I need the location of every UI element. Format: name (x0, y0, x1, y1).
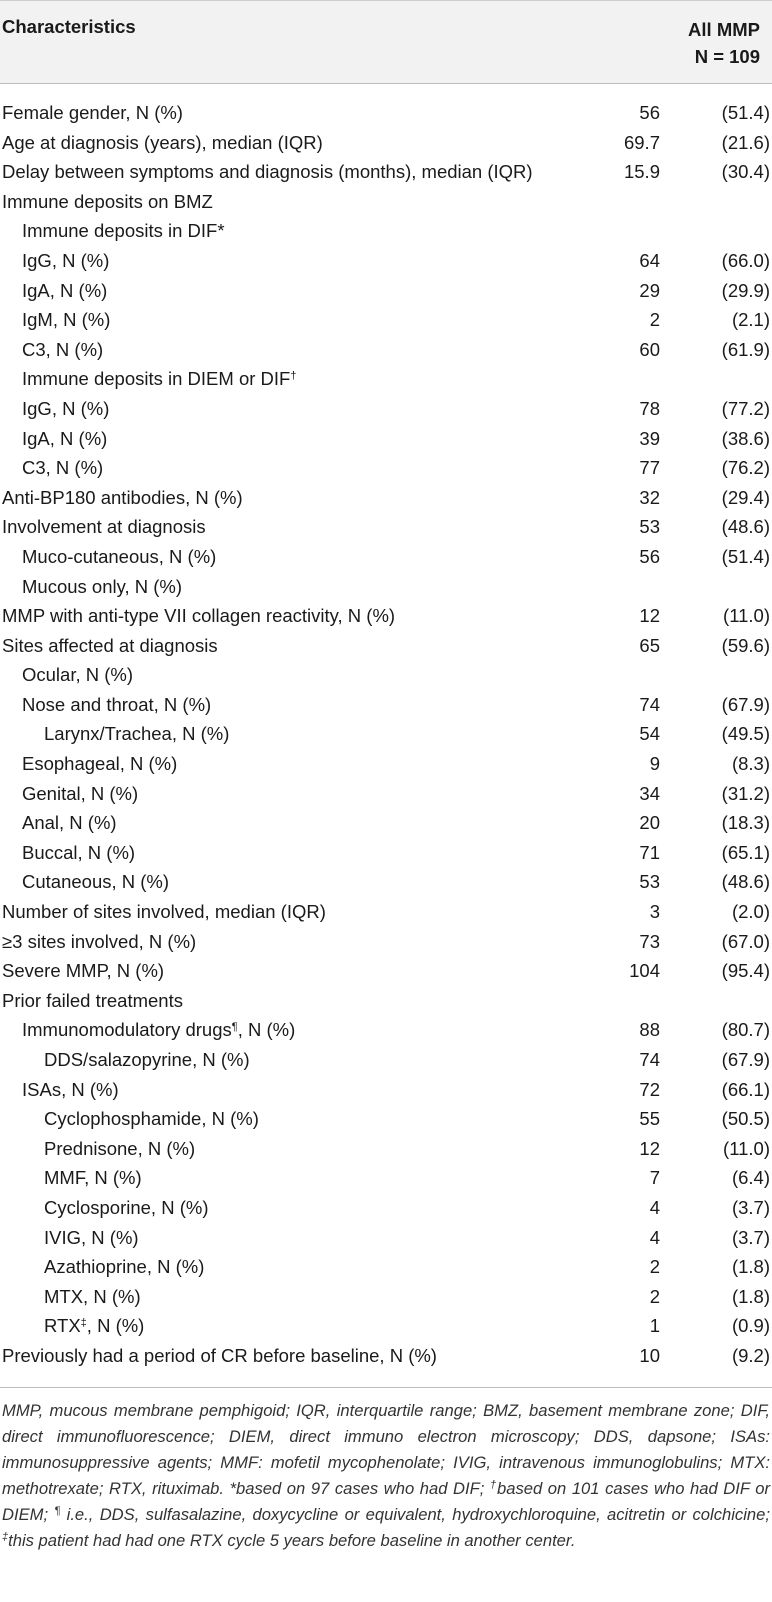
row-count: 3 (649, 901, 660, 923)
row-count: 2 (649, 1285, 660, 1307)
row-label (22, 808, 117, 838)
footnote-double-dagger: ‡ (2, 1530, 9, 1543)
header-col-title: All MMP (688, 19, 760, 40)
table-row (0, 364, 772, 394)
row-count: 34 (639, 782, 660, 804)
row-count: 88 (639, 1019, 660, 1041)
row-count: 2 (649, 309, 660, 331)
table-footnote (0, 1388, 772, 1554)
row-label-text: Mucous only, N (%) (22, 575, 183, 597)
row-label-superscript: † (290, 370, 297, 383)
row-label (2, 157, 533, 187)
row-label-text: Prednisone, N (%) (44, 1137, 196, 1159)
row-label-text: IVIG, N (%) (44, 1226, 139, 1248)
table-row (0, 512, 772, 542)
table-row (0, 1252, 772, 1282)
row-label (44, 1134, 195, 1164)
row-label (22, 838, 135, 868)
row-label (2, 986, 183, 1016)
row-percent: (2.0) (731, 901, 770, 923)
table-row (0, 157, 772, 187)
row-count: 55 (639, 1108, 660, 1130)
table-row (0, 1134, 772, 1164)
table-row (0, 690, 772, 720)
table-row (0, 897, 772, 927)
row-count: 64 (639, 249, 660, 271)
table-row (0, 276, 772, 306)
row-count: 10 (639, 1344, 660, 1366)
row-count: 54 (639, 723, 660, 745)
row-label-text: DDS/salazopyrine, N (%) (44, 1049, 250, 1070)
row-percent: (9.2) (731, 1344, 770, 1366)
row-count: 74 (639, 693, 660, 715)
row-percent: (59.6) (721, 634, 770, 656)
table-row (0, 779, 772, 809)
table-row (0, 1193, 772, 1223)
row-label (22, 572, 182, 602)
row-percent: (31.2) (721, 782, 770, 804)
row-label (22, 246, 109, 276)
table-row (0, 956, 772, 986)
header-col-n: N = 109 (694, 46, 760, 67)
row-label-text: IgG, N (%) (22, 249, 110, 271)
row-label-text: IgA, N (%) (22, 279, 108, 301)
table-row (0, 216, 772, 246)
row-percent: (61.9) (721, 338, 770, 360)
row-label-superscript: ¶ (231, 1021, 238, 1034)
row-percent: (11.0) (723, 605, 770, 627)
table-row (0, 483, 772, 513)
row-label-text: MMF, N (%) (44, 1167, 142, 1189)
row-label (22, 364, 296, 394)
row-label-text: Severe MMP, N (%) (2, 960, 165, 982)
row-label (44, 1311, 144, 1341)
row-label-text: C3, N (%) (22, 457, 104, 479)
table-row (0, 838, 772, 868)
row-count: 12 (639, 605, 660, 627)
row-percent: (77.2) (721, 397, 770, 419)
row-label-text: Ocular, N (%) (22, 664, 134, 686)
table-row (0, 1341, 772, 1371)
row-percent: (1.8) (731, 1285, 770, 1307)
row-label (2, 927, 196, 957)
row-percent: (80.7) (721, 1019, 770, 1041)
row-label (2, 897, 326, 927)
table-row (0, 1015, 772, 1045)
row-count: 104 (629, 960, 660, 982)
row-label (22, 335, 103, 365)
row-label (22, 394, 109, 424)
table-row (0, 246, 772, 276)
row-label-text: Cutaneous, N (%) (22, 871, 170, 893)
row-label (2, 631, 218, 661)
row-percent: (29.9) (721, 279, 770, 301)
row-count: 56 (639, 102, 660, 123)
row-label-text: Esophageal, N (%) (22, 753, 178, 775)
row-label-text: Female gender, N (%) (2, 102, 183, 123)
row-count: 20 (639, 812, 660, 834)
row-percent: (30.4) (721, 161, 770, 183)
row-label (2, 187, 213, 217)
row-label (2, 1341, 437, 1371)
row-percent: (48.6) (721, 871, 770, 893)
table-row (0, 1311, 772, 1341)
row-percent: (67.9) (721, 1049, 770, 1070)
footnote-part2: based on 101 cases who had DIF or DIEM; (2, 1478, 770, 1524)
row-label-text: C3, N (%) (22, 338, 104, 360)
row-count: 32 (639, 486, 660, 508)
row-label-text: Immune deposits in DIF* (22, 220, 225, 242)
row-percent: (21.6) (721, 131, 770, 153)
table-row (0, 1075, 772, 1105)
row-percent: (66.1) (721, 1078, 770, 1100)
table-row (0, 572, 772, 602)
row-label-suffix: , N (%) (237, 1019, 296, 1041)
row-percent: (3.7) (731, 1226, 770, 1248)
row-percent: (51.4) (721, 102, 770, 123)
row-label (22, 542, 216, 572)
row-percent: (48.6) (721, 516, 770, 538)
table-row (0, 1045, 772, 1075)
row-label (22, 276, 107, 306)
row-percent: (2.1) (731, 309, 770, 331)
row-label (2, 128, 323, 158)
row-label-text: IgA, N (%) (22, 427, 108, 449)
row-label (2, 98, 183, 128)
row-label-text: Cyclosporine, N (%) (44, 1196, 209, 1218)
table-row (0, 128, 772, 158)
row-label (22, 216, 225, 246)
footnote-dagger: † (489, 1478, 498, 1491)
row-label (22, 1015, 295, 1045)
row-percent: (1.8) (731, 1256, 770, 1278)
row-label (44, 1223, 139, 1253)
row-label-text: Larynx/Trachea, N (%) (44, 723, 230, 745)
row-label-text: Cyclophosphamide, N (%) (44, 1108, 259, 1130)
row-label-text: Involvement at diagnosis (2, 516, 206, 538)
row-count: 53 (639, 871, 660, 893)
row-label (22, 779, 138, 809)
row-label-text: MTX, N (%) (44, 1285, 141, 1307)
row-count: 2 (649, 1256, 660, 1278)
footnote-part4: this patient had had one RTX cycle 5 years before baseline in another center. (8, 1530, 576, 1550)
header-column (600, 16, 760, 70)
row-count: 4 (649, 1196, 660, 1218)
row-label-text: Genital, N (%) (22, 782, 139, 804)
row-label (2, 512, 206, 542)
row-label-text: Immune deposits in DIEM or DIF (22, 368, 291, 390)
row-count: 69.7 (623, 131, 660, 153)
row-label-text: Muco-cutaneous, N (%) (22, 545, 217, 567)
row-percent: (6.4) (731, 1167, 770, 1189)
row-label-text: Anti-BP180 antibodies, N (%) (2, 486, 243, 508)
row-label (44, 719, 229, 749)
row-count: 77 (639, 457, 660, 479)
row-label-text: Azathioprine, N (%) (44, 1256, 205, 1278)
row-percent: (11.0) (723, 1137, 770, 1159)
table-row (0, 601, 772, 631)
row-count: 74 (639, 1049, 660, 1070)
row-percent: (29.4) (721, 486, 770, 508)
row-label (44, 1193, 209, 1223)
row-label (22, 305, 110, 335)
row-count: 60 (639, 338, 660, 360)
row-count: 7 (649, 1167, 660, 1189)
row-count: 72 (639, 1078, 660, 1100)
row-percent: (51.4) (721, 545, 770, 567)
table-row (0, 98, 772, 128)
table-row (0, 1163, 772, 1193)
table-row (0, 986, 772, 1016)
row-count: 9 (649, 753, 660, 775)
table-header (0, 0, 772, 84)
table-row (0, 867, 772, 897)
row-label (22, 453, 103, 483)
row-label-text: Nose and throat, N (%) (22, 693, 212, 715)
row-count: 1 (649, 1315, 660, 1337)
row-count: 73 (639, 930, 660, 952)
row-label-text: MMP with anti-type VII collagen reactivity, N (%) (2, 605, 396, 627)
row-label (44, 1104, 259, 1134)
row-percent: (65.1) (721, 841, 770, 863)
footnote-pilcrow: ¶ (54, 1504, 61, 1517)
row-label-text: IgG, N (%) (22, 397, 110, 419)
row-label (2, 483, 243, 513)
row-percent: (18.3) (721, 812, 770, 834)
row-label-text: Delay between symptoms and diagnosis (months), median (IQR) (2, 161, 533, 183)
row-count: 39 (639, 427, 660, 449)
row-label-text: Age at diagnosis (years), median (IQR) (2, 131, 323, 153)
row-label (22, 424, 107, 454)
row-percent: (67.9) (721, 693, 770, 715)
footnote-main: MMP, mucous membrane pemphigoid; IQR, interquartile range; BMZ, basement membrane zone; DIF, direct immunofluorescence; DIEM, direct immuno electron microscopy; DDS, dapsone; ISAs: immunosuppressive agents; MMF: mofetil mycophenolate; IVIG, intravenous immunoglobulins; MTX: methotrexate; RTX, rituximab. *based on 97 cases who had DIF; (2, 1400, 770, 1498)
row-percent: (67.0) (721, 930, 770, 952)
table-row (0, 305, 772, 335)
table-row (0, 927, 772, 957)
row-label-text: IgM, N (%) (22, 309, 111, 331)
row-label (22, 660, 133, 690)
table-row (0, 187, 772, 217)
table-row (0, 749, 772, 779)
row-percent: (0.9) (731, 1315, 770, 1337)
row-label (44, 1045, 250, 1075)
row-label (22, 749, 177, 779)
row-percent: (50.5) (721, 1108, 770, 1130)
row-label (2, 601, 395, 631)
row-count: 78 (639, 397, 660, 419)
table-row (0, 631, 772, 661)
table-row (0, 453, 772, 483)
row-percent: (8.3) (731, 753, 770, 775)
table-row (0, 1104, 772, 1134)
row-label-text: Anal, N (%) (22, 812, 117, 834)
row-label-text: RTX (44, 1315, 81, 1337)
table-row (0, 719, 772, 749)
row-count: 4 (649, 1226, 660, 1248)
table-row (0, 808, 772, 838)
row-label-text: Immune deposits on BMZ (2, 190, 213, 212)
row-percent: (49.5) (721, 723, 770, 745)
row-label (22, 1075, 119, 1105)
row-label-text: Immunomodulatory drugs (22, 1019, 232, 1041)
row-count: 53 (639, 516, 660, 538)
footnote-part3: i.e., DDS, sulfasalazine, doxycycline or equivalent, hydroxychloroquine, acitretin or colchicine; (60, 1504, 770, 1524)
table-row (0, 335, 772, 365)
row-count: 65 (639, 634, 660, 656)
row-label-text: ISAs, N (%) (22, 1078, 119, 1100)
table-row (0, 424, 772, 454)
table-row (0, 1282, 772, 1312)
row-label (44, 1252, 204, 1282)
row-percent: (3.7) (731, 1196, 770, 1218)
row-label-text: ≥3 sites involved, N (%) (2, 930, 197, 952)
row-label-suffix: , N (%) (86, 1315, 145, 1337)
row-percent: (66.0) (721, 249, 770, 271)
row-percent: (38.6) (721, 427, 770, 449)
row-label-text: Sites affected at diagnosis (2, 634, 218, 656)
table-row (0, 394, 772, 424)
table-body (0, 84, 772, 1371)
row-label-text: Buccal, N (%) (22, 841, 136, 863)
row-percent: (95.4) (721, 960, 770, 982)
row-count: 56 (639, 545, 660, 567)
row-label-text: Number of sites involved, median (IQR) (2, 901, 326, 923)
row-label (44, 1282, 141, 1312)
row-percent: (76.2) (721, 457, 770, 479)
header-characteristics: Characteristics (2, 16, 136, 37)
row-count: 71 (639, 841, 660, 863)
row-count: 15.9 (623, 161, 660, 183)
row-label-superscript: ‡ (80, 1317, 87, 1330)
row-count: 12 (639, 1137, 660, 1159)
row-label (2, 956, 164, 986)
table-row (0, 660, 772, 690)
row-label (22, 867, 169, 897)
table-row (0, 542, 772, 572)
row-label (44, 1163, 142, 1193)
row-label-text: Previously had a period of CR before baseline, N (%) (2, 1344, 437, 1366)
row-label (22, 690, 211, 720)
row-label-text: Prior failed treatments (2, 989, 183, 1011)
table-row (0, 1223, 772, 1253)
row-count: 29 (639, 279, 660, 301)
